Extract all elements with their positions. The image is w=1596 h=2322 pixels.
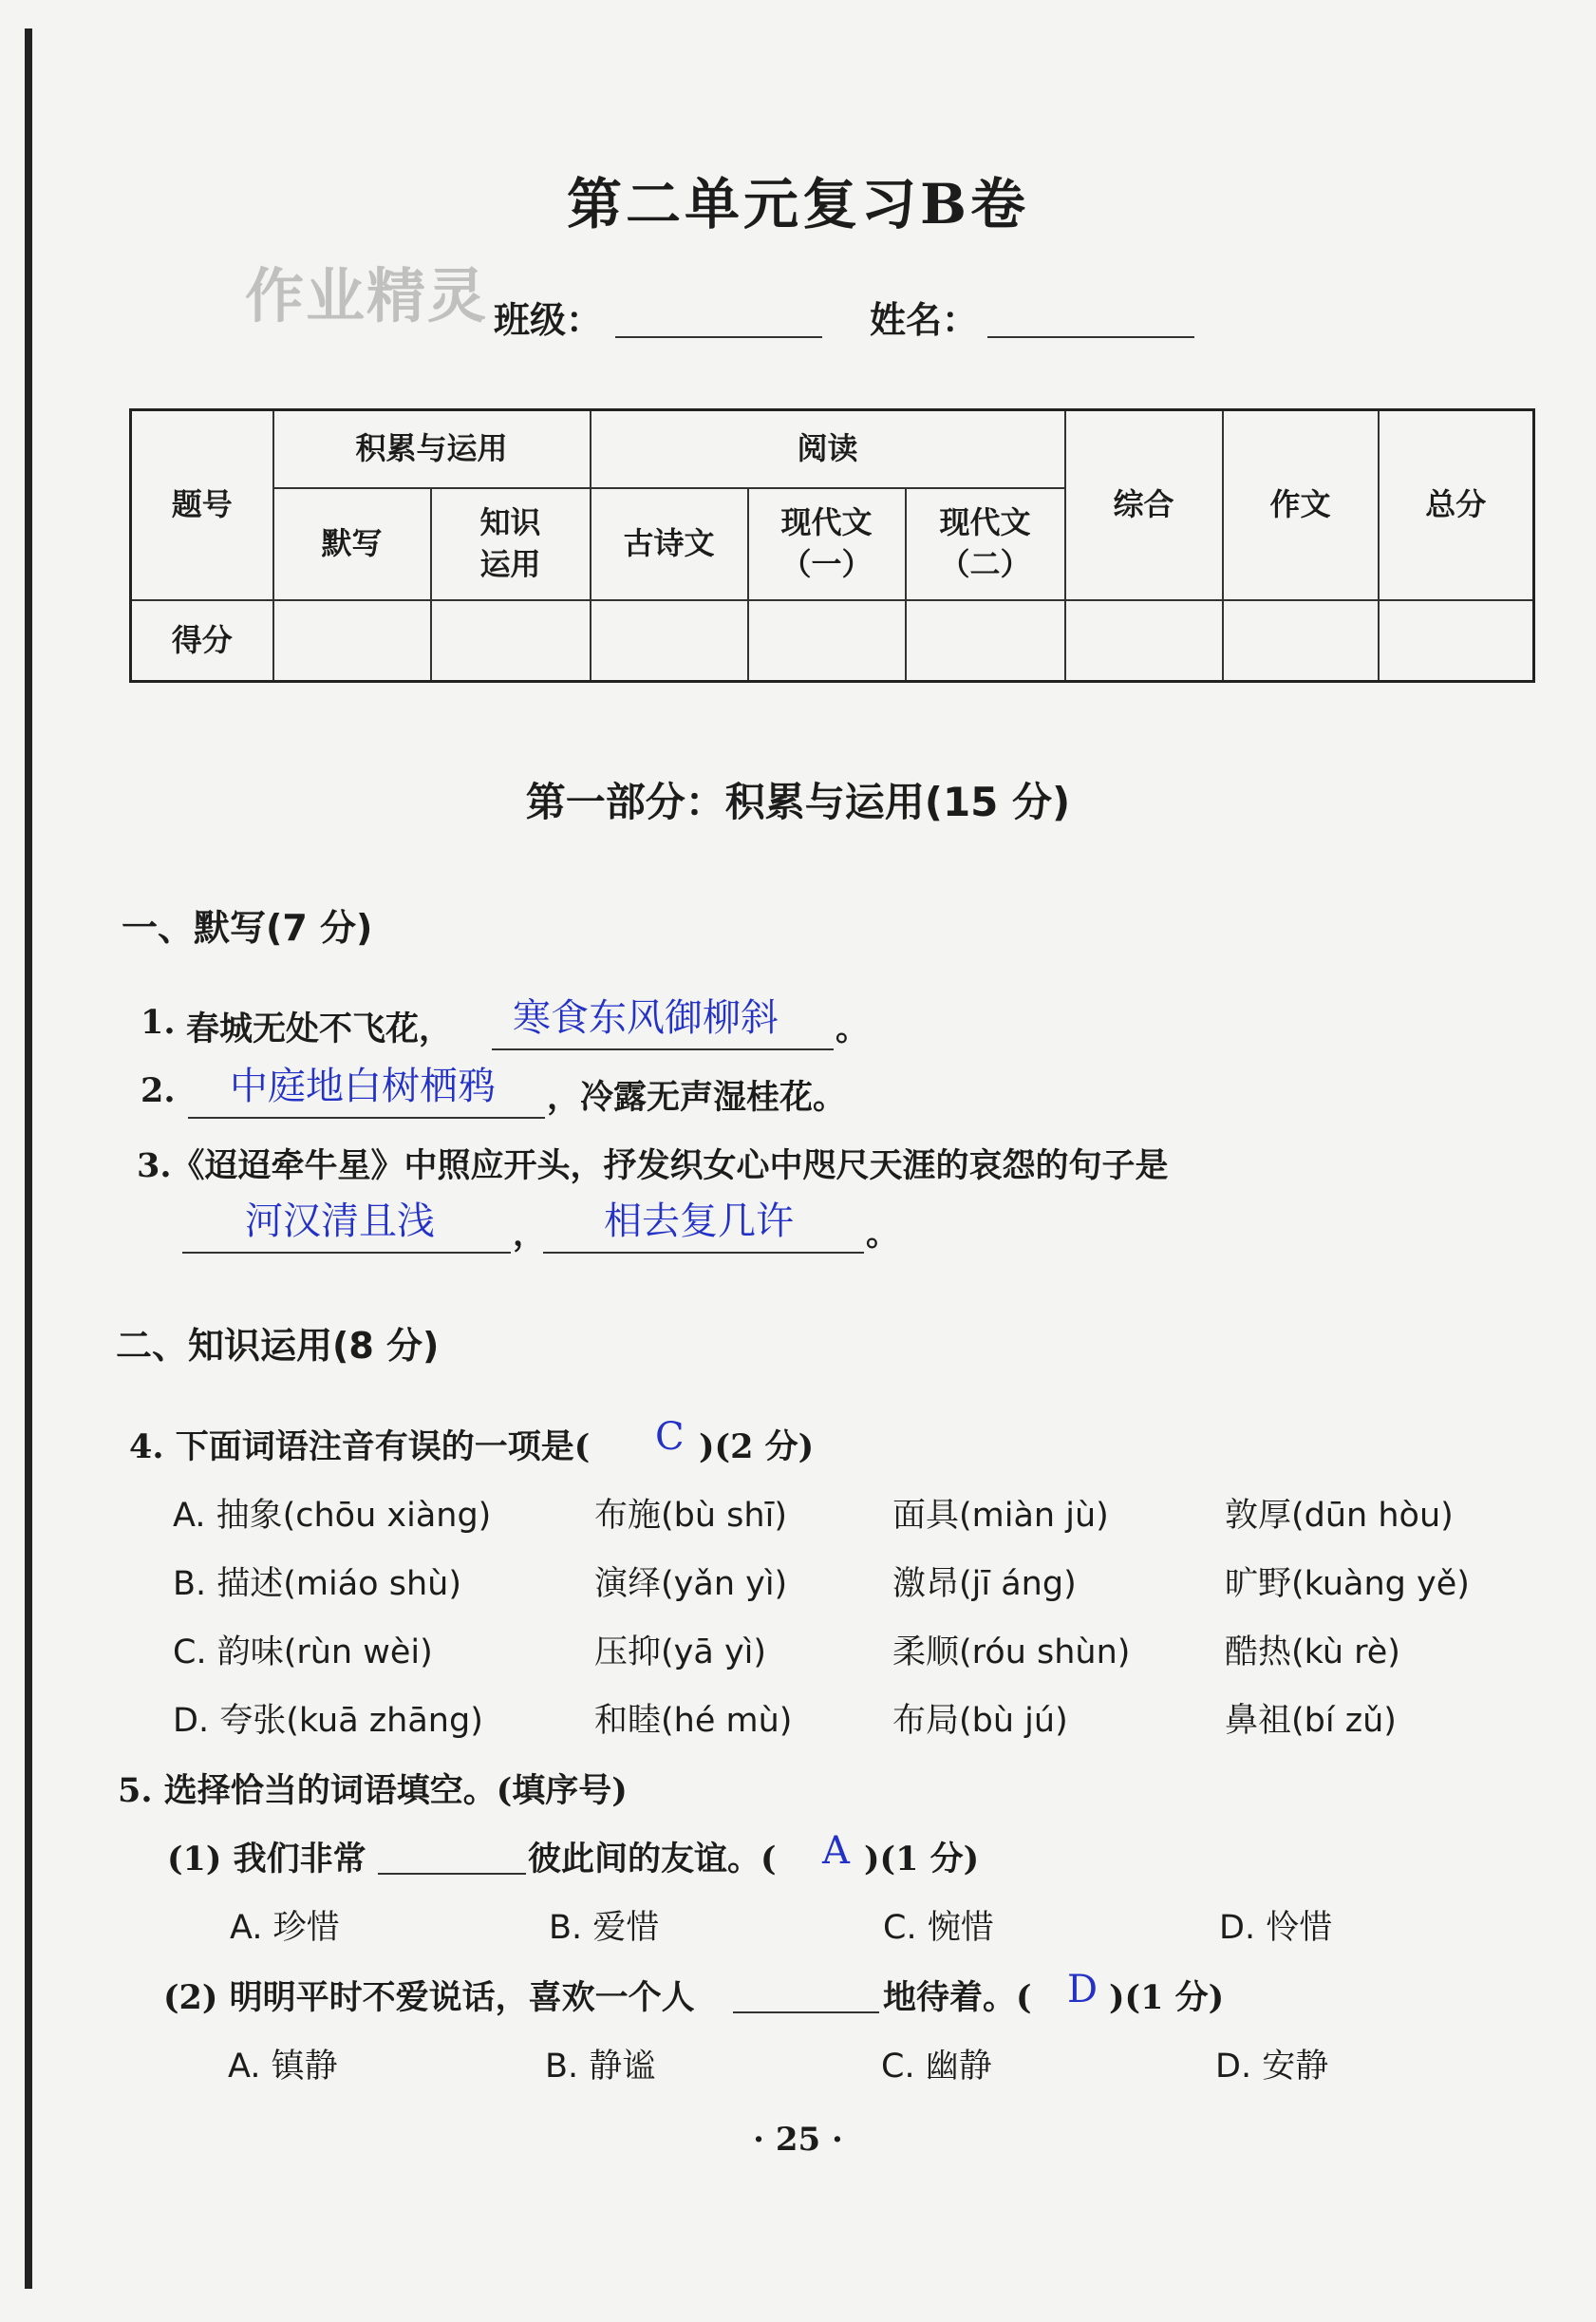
score-cell-xiandai2[interactable]: [906, 600, 1065, 682]
section1-heading: 一、默写(7 分): [122, 907, 373, 949]
header-qnum: 题号: [131, 410, 273, 600]
q4-option-c4: 酷热(kù rè): [1225, 1633, 1400, 1671]
score-cell-xiandai1[interactable]: [748, 600, 906, 682]
q5-1-blank[interactable]: [378, 1873, 526, 1875]
q3-separator: ，: [513, 1215, 547, 1254]
q4-option-d4: 鼻祖(bí zǔ): [1225, 1702, 1397, 1740]
q5-1-option-d: D. 怜惜: [1219, 1909, 1333, 1947]
header-group-accumulation: 积累与运用: [273, 410, 591, 488]
q4-option-b2: 演绎(yǎn yì): [594, 1565, 788, 1603]
section2-heading: 二、知识运用(8 分): [116, 1325, 440, 1367]
q5-2-option-a: A. 镇静: [228, 2048, 338, 2086]
q5-text: 5. 选择恰当的词语填空。(填序号): [118, 1771, 628, 1810]
header-zongfen: 总分: [1379, 410, 1534, 600]
q1-text: 春城无处不飞花，: [186, 1010, 453, 1048]
q4-option-c3: 柔顺(róu shùn): [892, 1633, 1131, 1671]
q5-2-answer: D: [1067, 1968, 1098, 2011]
part1-title: 第一部分：积累与运用(15 分): [525, 779, 1071, 825]
header-zuowen: 作文: [1223, 410, 1379, 600]
q1-blank[interactable]: [492, 1048, 834, 1050]
q3-text: 3.《迢迢牵牛星》中照应开头，抒发织女心中咫尺天涯的哀怨的句子是: [137, 1146, 1169, 1185]
q5-2-post: 地待着。(: [883, 1978, 1032, 2017]
q2-number: 2.: [141, 1071, 176, 1110]
q5-2-score: )(1 分): [1109, 1978, 1225, 2017]
q1-number: 1.: [141, 1003, 176, 1042]
name-label: 姓名：: [870, 298, 979, 341]
page-number: · 25 ·: [753, 2121, 843, 2159]
q5-1-pre: (1) 我们非常: [167, 1840, 366, 1878]
q1-end: 。: [836, 1010, 870, 1048]
header-xiandai2: [906, 488, 1065, 600]
q5-1-option-c: C. 惋惜: [883, 1909, 994, 1947]
q5-1-option-b: B. 爱惜: [549, 1909, 660, 1947]
q4-option-a3: 面具(miàn jù): [892, 1497, 1109, 1535]
q4-option-b4: 旷野(kuàng yě): [1225, 1565, 1470, 1603]
q5-1-post: 彼此间的友谊。(: [528, 1840, 777, 1878]
q5-2-option-c: C. 幽静: [881, 2048, 992, 2086]
q4-answer: C: [655, 1415, 685, 1459]
q3-end: 。: [866, 1215, 900, 1254]
score-cell-zonghe[interactable]: [1065, 600, 1223, 682]
q4-option-a1: A. 抽象(chōu xiàng): [173, 1497, 492, 1535]
q5-2-blank[interactable]: [733, 2011, 879, 2013]
class-label: 班级：: [494, 298, 603, 341]
q4-option-d3: 布局(bù jú): [892, 1702, 1068, 1740]
q1-answer: 寒食东风御柳斜: [513, 996, 779, 1040]
watermark: 作业精灵: [245, 261, 489, 330]
row-label-defen: 得分: [131, 600, 273, 682]
header-zhishi-line2: 运用: [479, 545, 541, 582]
q5-2-option-d: D. 安静: [1215, 2048, 1329, 2086]
header-xiandai1: [748, 488, 906, 600]
header-xiandai1-line1: 现代文: [780, 504, 873, 541]
q5-1-answer: A: [822, 1829, 850, 1873]
score-cell-zuowen[interactable]: [1223, 600, 1379, 682]
q5-1-score: )(1 分): [864, 1840, 980, 1878]
page-binding-edge: [25, 28, 32, 2289]
q4-option-d2: 和睦(hé mù): [594, 1702, 793, 1740]
score-table: [129, 408, 1535, 683]
q2-text: ，冷露无声湿桂花。: [547, 1078, 847, 1117]
q3-answer1: 河汉清且浅: [245, 1199, 435, 1243]
q5-1-option-a: A. 珍惜: [230, 1909, 340, 1947]
name-blank[interactable]: [987, 336, 1194, 338]
q4-option-a4: 敦厚(dūn hòu): [1225, 1497, 1454, 1535]
q4-option-b1: B. 描述(miáo shù): [173, 1565, 461, 1603]
header-gushiwen: 古诗文: [591, 488, 748, 600]
q4-option-b3: 激昂(jī áng): [892, 1565, 1077, 1603]
header-moxie: 默写: [273, 488, 431, 600]
score-cell-zongfen[interactable]: [1379, 600, 1534, 682]
q5-2-pre: (2) 明明平时不爱说话，喜欢一个人: [163, 1978, 695, 2017]
q4-option-c2: 压抑(yā yì): [594, 1633, 767, 1671]
q4-option-c1: C. 韵味(rùn wèi): [173, 1633, 433, 1671]
q4-text: 4. 下面词语注音有误的一项是(: [129, 1427, 591, 1466]
q4-option-d1: D. 夸张(kuā zhāng): [173, 1702, 483, 1740]
q2-answer: 中庭地白树栖鸦: [230, 1065, 496, 1108]
score-cell-moxie[interactable]: [273, 600, 431, 682]
q5-2-option-b: B. 静谧: [545, 2048, 656, 2086]
page-title: 第二单元复习B卷: [566, 172, 1030, 236]
header-zonghe: 综合: [1065, 410, 1223, 600]
header-group-reading: 阅读: [591, 410, 1065, 488]
score-cell-zhishi[interactable]: [431, 600, 591, 682]
q3-answer2: 相去复几许: [604, 1199, 794, 1243]
header-xiandai2-line2: （二）: [939, 545, 1031, 582]
q3-blank1[interactable]: [182, 1252, 511, 1254]
header-xiandai2-line1: 现代文: [939, 504, 1031, 541]
score-cell-gushiwen[interactable]: [591, 600, 748, 682]
q4-option-a2: 布施(bù shī): [594, 1497, 787, 1535]
header-zhishi: [431, 488, 591, 600]
q2-blank[interactable]: [188, 1117, 545, 1119]
q3-blank2[interactable]: [543, 1252, 864, 1254]
header-xiandai1-line2: （一）: [780, 545, 873, 582]
header-zhishi-line1: 知识: [479, 504, 541, 541]
q4-score: )(2 分): [699, 1427, 815, 1466]
class-blank[interactable]: [615, 336, 822, 338]
